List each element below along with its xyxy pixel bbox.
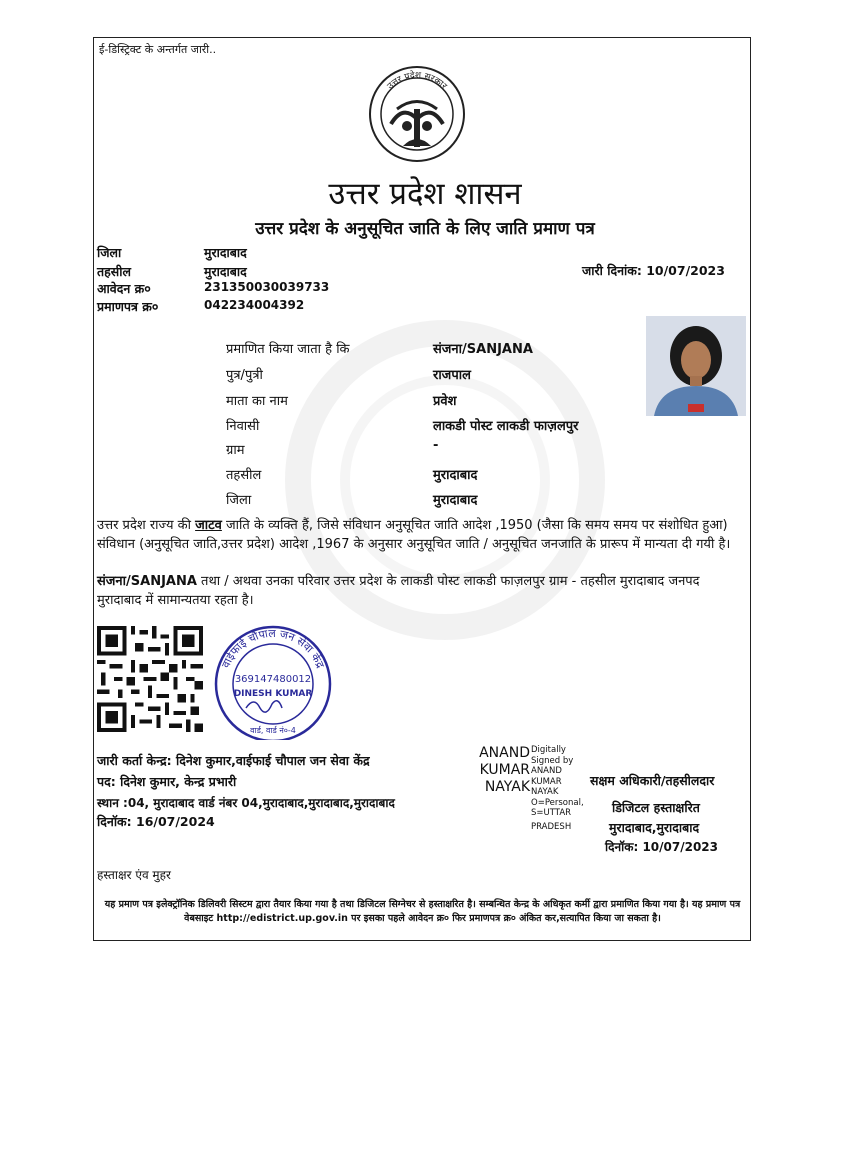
detail-label-district: जिला [226, 493, 252, 508]
up-emblem-logo [367, 64, 467, 164]
svg-text:वाईफाई चौपाल जन सेवा केंद्र [219, 627, 327, 670]
page-title: उत्तर प्रदेश शासन [328, 176, 522, 212]
field-label-tehsil: तहसील [97, 264, 131, 279]
field-label-application-no: आवेदन क्र० [97, 281, 151, 296]
detail-value-mother: प्रवेश [433, 394, 457, 409]
sign-seal-label: हस्ताक्षर एंव मुहर [97, 868, 171, 882]
caste-statement-part2: जाति के व्यक्ति हैं, जिसे संविधान अनुसूचित जाति आदेश ,1950 (जैसा कि समय समय पर संशोधित हुआ) संविधान (अनुसूचित जाति,उत्तर प्रदेश) आदेश ,1967 के अनुसार अनुसूचित जाति / अनुसूचित जनजाति के प्रारूप में मान्यता दी गयी है। [97, 518, 731, 552]
stamp-bottom-text: वार्ड, वार्ड नं०-4 [250, 726, 296, 735]
issuer-center: जारी कर्ता केन्द्र: दिनेश कुमार,वाईफाई चौपाल जन सेवा केंद्र [97, 753, 370, 768]
caste-statement [97, 516, 747, 554]
authority-title: सक्षम अधिकारी/तहसीलदार [590, 773, 715, 788]
signature-detail-line: Signed by [531, 755, 574, 766]
detail-value-resident: लाकडी पोस्ट लाकडी फाज़लपुर [433, 419, 579, 434]
emblem-text: उत्तर प्रदेश सरकार [385, 70, 449, 92]
field-value-tehsil: मुरादाबाद [204, 264, 247, 279]
digital-signer-name [470, 745, 530, 796]
signer-name-line: ANAND [479, 745, 530, 761]
caste-name: जाटव [195, 518, 222, 533]
detail-value-district: मुरादाबाद [433, 493, 478, 508]
residence-text: तथा / अथवा उनका परिवार उत्तर प्रदेश के लाकडी पोस्ट लाकडी फाज़लपुर ग्राम - तहसील मुरादाबाद जनपद मुरादाबाद में सामान्यतया रहता है। [97, 574, 700, 608]
footer-note: यह प्रमाण पत्र इलेक्ट्रॉनिक डिलिवरी सिस्टम द्वारा तैयार किया गया है तथा डिजिटल सिग्नेचर से हस्ताक्षरित है। सम्बन्धित केन्द्र के अधिकृत कर्मी द्वारा प्रमाणित किया गया है। यह प्रमाण पत्र वेबसाइट http://edistrict.up.gov.in पर इसका पहले आवेदन क्र० फिर प्रमाणपत्र क्र० अंकित कर,सत्यापित किया जा सकता है। [104, 899, 741, 924]
detail-value-father: राजपाल [433, 368, 471, 383]
applicant-photo [646, 316, 746, 416]
field-value-certificate-no: 042234004392 [204, 298, 305, 312]
residence-statement [97, 572, 747, 610]
field-value-district: मुरादाबाद [204, 245, 247, 260]
detail-value-village: - [433, 438, 439, 453]
issuer-date: दिनॉक: 16/07/2024 [97, 814, 215, 829]
detail-label-child-of: पुत्र/पुत्री [226, 368, 263, 383]
signature-detail-line: O=Personal, [531, 797, 584, 808]
field-label-certificate-no: प्रमाणपत्र क्र० [97, 299, 159, 314]
stamp-name: DINESH KUMAR [233, 689, 313, 699]
authority-sign: डिजिटल हस्ताक्षरित [612, 800, 700, 815]
field-value-application-no: 231350030039733 [204, 280, 330, 294]
detail-label-village: ग्राम [226, 443, 245, 458]
page-subtitle: उत्तर प्रदेश के अनुसूचित जाति के लिए जाति प्रमाण पत्र [255, 219, 595, 239]
qr-code [97, 626, 203, 732]
authority-place: मुरादाबाद,मुरादाबाद [609, 820, 700, 835]
detail-label-tehsil: तहसील [226, 468, 262, 483]
field-label-district: जिला [97, 245, 122, 260]
stamp-ring-text: वाईफाई चौपाल जन सेवा केंद्र [219, 626, 327, 670]
authority-date: दिनॉक: 10/07/2023 [605, 840, 719, 854]
signer-name-line: NAYAK [484, 779, 530, 795]
official-stamp [208, 622, 338, 740]
stamp-id: 369147480012 [234, 674, 312, 685]
top-note: ई-डिस्ट्रिक्ट के अन्तर्गत जारी.. [99, 43, 217, 56]
residence-name: संजना/SANJANA [97, 574, 197, 589]
detail-label-certified: प्रमाणित किया जाता है कि [226, 342, 350, 357]
issue-date: जारी दिनांक: 10/07/2023 [582, 263, 725, 278]
signature-detail-line: PRADESH [531, 821, 572, 832]
signature-detail-line: NAYAK [531, 787, 559, 797]
issuer-place: स्थान :04, मुरादाबाद वार्ड नंबर 04,मुरादाबाद,मुरादाबाद,मुरादाबाद [97, 796, 395, 810]
digital-signature-details [531, 745, 584, 832]
signature-detail-line: S=UTTAR [531, 808, 572, 818]
signature-detail-line: KUMAR [531, 776, 562, 787]
detail-label-mother: माता का नाम [226, 394, 288, 409]
signer-name-line: KUMAR [479, 762, 530, 778]
detail-label-resident: निवासी [226, 419, 260, 434]
issuer-post: पद: दिनेश कुमार, केन्द्र प्रभारी [97, 774, 237, 789]
signature-detail-line: ANAND [531, 766, 562, 776]
caste-statement-part1: उत्तर प्रदेश राज्य की [97, 518, 196, 533]
detail-value-tehsil: मुरादाबाद [433, 468, 478, 483]
detail-value-name: संजना/SANJANA [433, 342, 533, 357]
signature-detail-line: Digitally [531, 745, 566, 755]
